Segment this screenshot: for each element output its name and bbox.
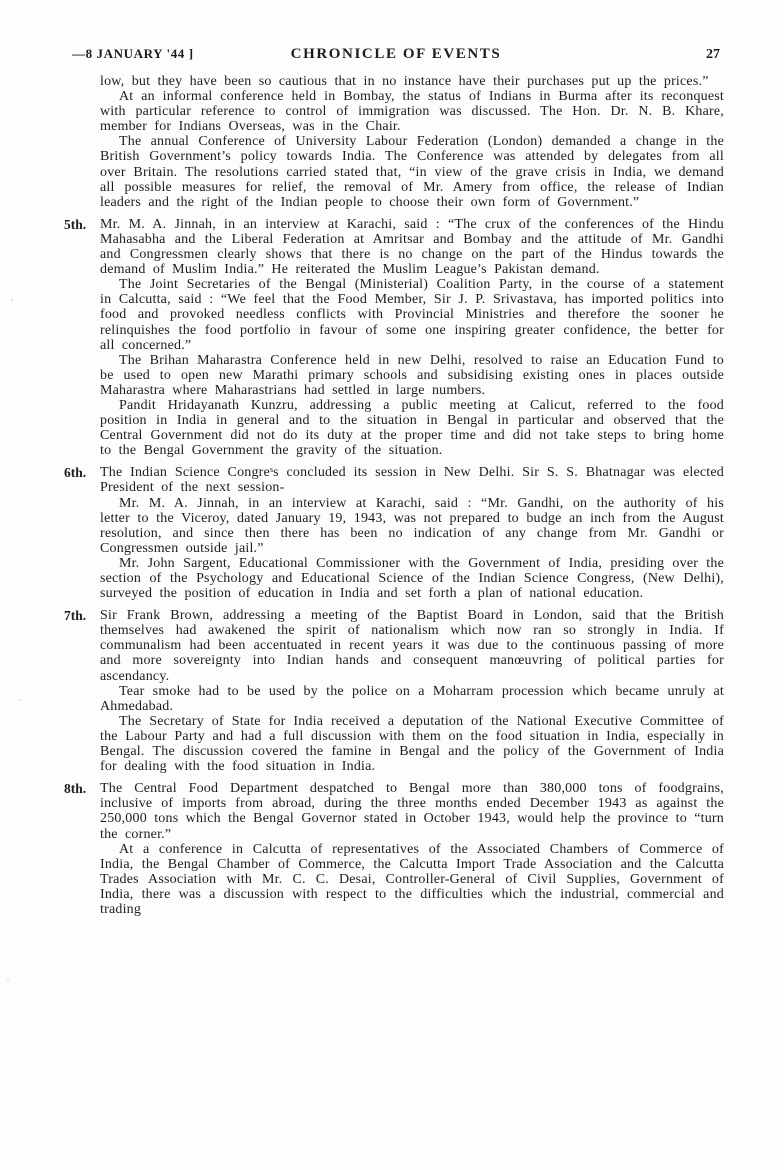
paragraph: The Secretary of State for India received a deputation of the National Executive Committee of the Labour Party and had a full discussion with them on the food situation in India, especially in Bengal. The discussion covered the famine in Bengal and the policy of the Government of India for dealing with the food situation in India. [100,713,724,775]
header-date-label: —8 JANUARY '44 ] [72,46,194,61]
paragraph: At a conference in Calcutta of representatives of the Associated Chambers of Commerce of India, the Bengal Chamber of Commerce, the Calcutta Import Trade Association and the Calcutta Trades Association with Mr. C. C. Desai, Controller-General of Civil Supplies, Government of India, there was a discussion with respect to the difficulties which the industrial, commercial and trading [100,841,724,917]
chronicle-entry [64,608,724,774]
chronicle-entry [64,781,724,917]
page-number: 27 [706,47,720,62]
page-body [64,74,724,917]
page-header [64,46,724,63]
page-title: CHRONICLE OF EVENTS [290,46,502,62]
chronicle-entry [64,465,724,601]
paragraph: Tear smoke had to be used by the police on a Moharram procession which became unruly at Ahmedabad. [100,683,724,714]
paragraph: Mr. M. A. Jinnah, in an interview at Karachi, said : “Mr. Gandhi, on the authority of his letter to the Viceroy, dated January 19, 1943, was not prepared to budge an inch from the August resolution, and since then there has been no indication of any change from Mr. Gandhi or Congressmen outside jail.” [100,495,724,556]
entry-day-marker: 8th. [64,781,87,797]
paragraph: low, but they have been so cautious that in no instance have their purchases put up the prices.” [100,74,709,89]
paragraph: At an informal conference held in Bombay, the status of Indians in Burma after its reconquest with particular reference to control of immigration was discussed. The Hon. Dr. N. B. Khare, member for Indians Overseas, was in the Chair. [100,89,724,135]
paragraph: Pandit Hridayanath Kunzru, addressing a public meeting at Calicut, referred to the food position in India in general and to the situation in Bengal in particular and observed that the Central Government did not do its duty at the proper time and did not take steps to bring home to the Bengal Government the gravity of the situation. [100,397,724,459]
paragraph: The Central Food Department despatched to Bengal more than 380,000 tons of foodgrains, inclusive of imports from abroad, during the three months ended December 1943 as against the 250,000 tons which the Bengal Governor stated in October 1943, would help the province to “turn the corner.” [100,781,724,842]
paragraph: The Indian Science Congreˢs concluded its session in New Delhi. Sir S. S. Bhatnagar was elected President of the next session- [100,465,724,496]
chronicle-entry [64,217,724,459]
chronicle-entry [64,74,724,210]
entry-day-marker: 7th. [64,608,87,624]
paragraph: The Brihan Maharastra Conference held in new Delhi, resolved to raise an Education Fund to be used to open new Marathi primary schools and subsidising existing ones in places outside Maharastra where Maharastrians had settled in large numbers. [100,352,724,398]
paragraph: Mr. M. A. Jinnah, in an interview at Karachi, said : “The crux of the conferences of the Hindu Mahasabha and the Liberal Federation at Amritsar and Bombay and the attitude of Mr. Gandhi and Congressmen clearly shows that there is no change on the part of the Hindus towards the demand of Muslim India.” He reiterated the Muslim League’s Pakistan demand. [100,216,724,278]
entry-day-marker: 6th. [64,465,87,481]
paragraph: The Joint Secretaries of the Bengal (Ministerial) Coalition Party, in the course of a statement in Calcutta, said : “We feel that the Food Member, Sir J. P. Srivastava, has imported politics into food and provoked needless conflicts with Provincial Ministries and therefore the sooner he relinquishes the food portfolio in favour of some one inspiring greater confidence, the better for all concerned.” [100,277,724,353]
paragraph: Sir Frank Brown, addressing a meeting of the Baptist Board in London, said that the British themselves had awakened the spirit of nationalism which now ran so strongly in India. If communalism had been accentuated in recent years it was due to the continuous passing of more and more sovereignty into Indian hands and consequent manœuvring of political parties for ascendancy. [100,608,724,684]
paragraph: The annual Conference of University Labour Federation (London) demanded a change in the British Government’s policy towards India. The Conference was attended by delegates from all over Britain. The resolutions carried stated that, “in view of the grave crisis in India, we demand all possible measures for relief, the removal of Mr. Amery from office, the release of Indian leaders and the right of the Indian people to choose their own form of Government.” [100,134,724,210]
entry-day-marker: 5th. [64,216,87,232]
paragraph: Mr. John Sargent, Educational Commissioner with the Government of India, presiding over the section of the Psychology and Educational Science of the Indian Science Congress, (New Delhi), surveyed the position of education in India and set forth a plan of national education. [100,555,724,602]
